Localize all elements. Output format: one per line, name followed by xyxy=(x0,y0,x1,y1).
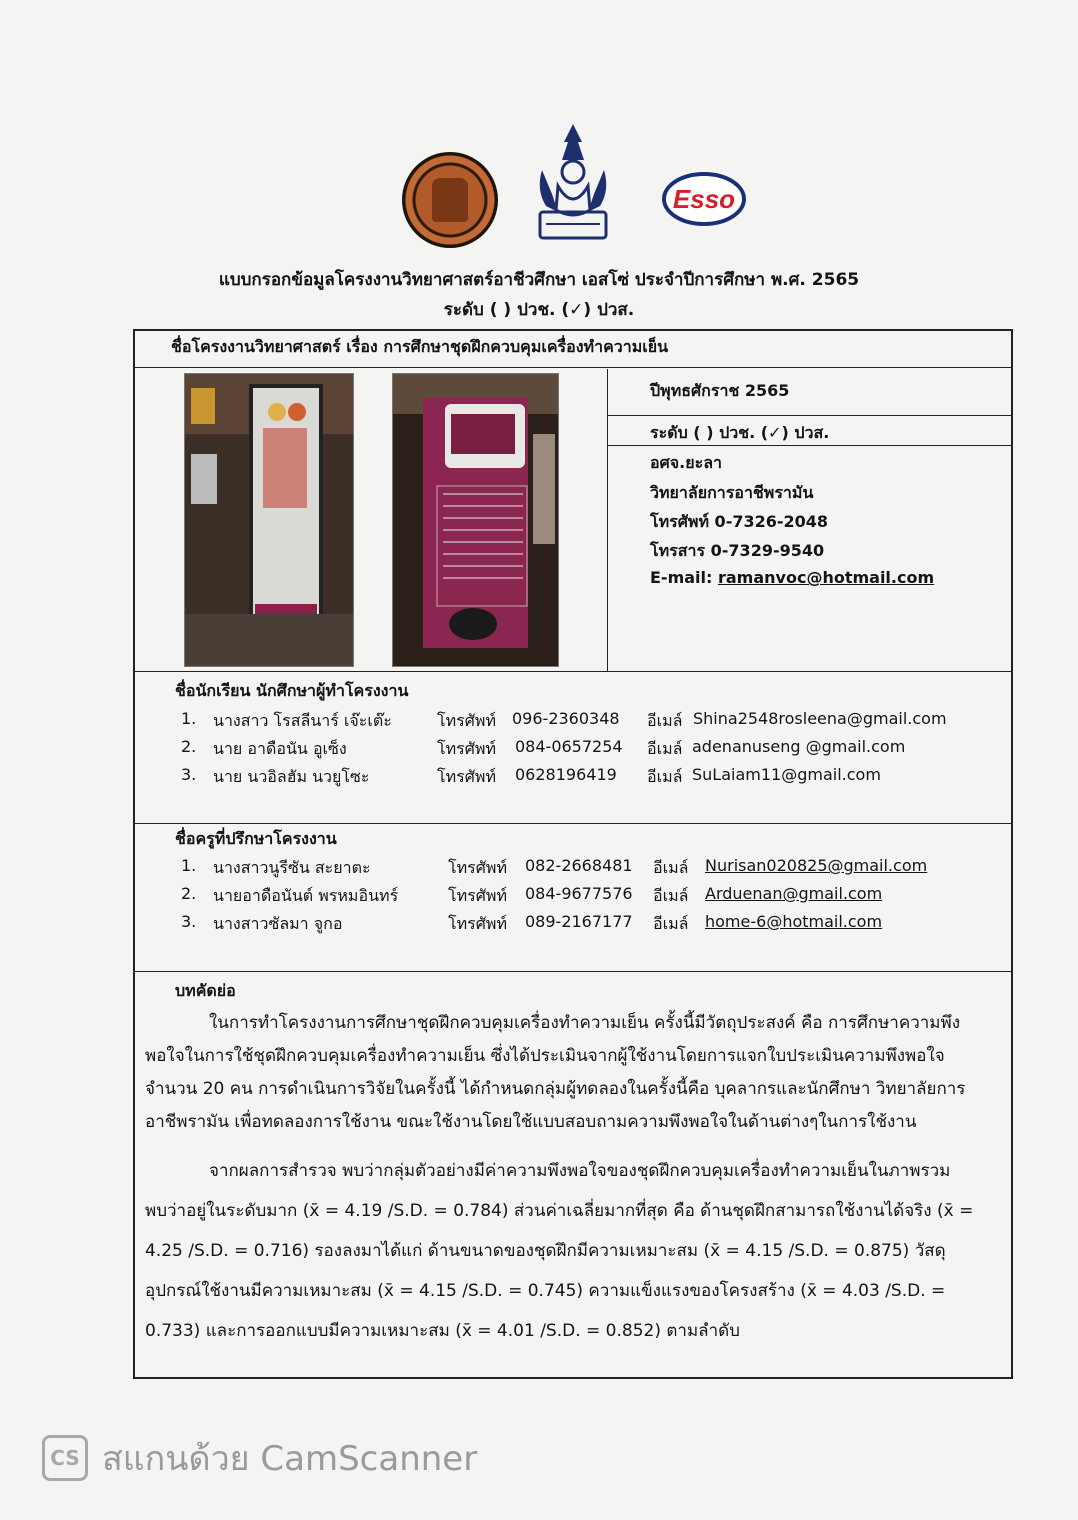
esso-logo-text: Esso xyxy=(672,184,736,214)
document-title: แบบกรอกข้อมูลโครงงานวิทยาศาสตร์อาชีวศึกษา เอสโซ่ ประจำปีการศึกษา พ.ศ. 2565 xyxy=(218,270,860,290)
college-phone: โทรศัพท์ 0-7326-2048 xyxy=(650,512,829,531)
abstract-line: 4.25 /S.D. = 0.716) รองลงมาได้แก่ ด้านขนาดของชุดฝึกมีความเหมาะสม (x̄ = 4.15 /S.D. = 0.875) วัสดุ xyxy=(145,1241,946,1261)
abstract-line: พบว่าอยู่ในระดับมาก (x̄ = 4.19 /S.D. = 0.784) ส่วนค่าเฉลี่ยมากที่สุด คือ ด้านชุดฝึกสามารถใช้งานได้จริง (x̄ = xyxy=(145,1201,974,1221)
student-name: นางสาว โรสลีนาร์ เจ๊ะเต๊ะ xyxy=(213,711,392,730)
royal-crest-logo xyxy=(532,120,614,244)
college-email-link[interactable]: ramanvoc@hotmail.com xyxy=(717,568,935,587)
item-number: 1. xyxy=(181,856,197,875)
abstract-line: จำนวน 20 คน การดำเนินการวิจัยในครั้งนี้ ได้กำหนดกลุ่มผู้ทดลองในครั้งนี้คือ บุคลากรและนักศึกษา วิทยาลัยการ xyxy=(145,1079,966,1099)
advisor-name: นางสาวซัลมา จูกอ xyxy=(213,914,343,933)
student-phone: 0628196419 xyxy=(515,765,617,784)
divider xyxy=(135,823,1011,824)
item-number: 1. xyxy=(181,709,197,728)
abstract-title: บทคัดย่อ xyxy=(175,981,236,1000)
item-number: 3. xyxy=(181,765,197,784)
email-label: อีเมล์ xyxy=(647,739,683,758)
divider xyxy=(135,367,1011,368)
phone-label: โทรศัพท์ xyxy=(437,767,496,786)
email-label: E-mail: xyxy=(650,568,718,587)
abstract-line: จากผลการสำรวจ พบว่ากลุ่มตัวอย่างมีค่าความพึงพอใจของชุดฝึกควบคุมเครื่องทำความเย็นในภาพรวม xyxy=(209,1161,951,1181)
student-email[interactable]: Shina2548rosleena@gmail.com xyxy=(693,709,947,728)
student-phone: 084-0657254 xyxy=(515,737,623,756)
camscanner-watermark xyxy=(42,1432,477,1484)
form-frame xyxy=(133,329,1013,1379)
logo-bar xyxy=(0,120,1078,250)
divider xyxy=(608,415,1012,416)
project-info-column xyxy=(607,369,1012,671)
advisor-email[interactable]: Nurisan020825@gmail.com xyxy=(705,856,928,875)
advisor-phone: 084-9677576 xyxy=(525,884,633,903)
vocational-commission-seal-logo xyxy=(402,152,498,248)
abstract-line: อุปกรณ์ใช้งานมีความเหมาะสม (x̄ = 4.15 /S.D. = 0.745) ความแข็งแรงของโครงสร้าง (x̄ = 4.03 /S.D. = xyxy=(145,1281,946,1301)
email-label: อีเมล์ xyxy=(653,858,689,877)
abstract-paragraph-1 xyxy=(145,1007,1005,1139)
divider xyxy=(608,445,1012,446)
college-email-row xyxy=(650,568,934,587)
project-year: ปีพุทธศักราช 2565 xyxy=(650,381,790,400)
project-name: ชื่อโครงงานวิทยาศาสตร์ เรื่อง การศึกษาชุดฝึกควบคุมเครื่องทำความเย็น xyxy=(171,337,669,356)
student-name: นาย อาดือนัน อูเซ็ง xyxy=(213,739,347,758)
advisor-email[interactable]: Arduenan@gmail.com xyxy=(705,884,883,903)
camscanner-icon: CS xyxy=(42,1435,88,1481)
students-section-title: ชื่อนักเรียน นักศึกษาผู้ทำโครงงาน xyxy=(175,681,409,700)
divider xyxy=(135,671,1011,672)
email-label: อีเมล์ xyxy=(653,914,689,933)
student-email[interactable]: SuLaiam11@gmail.com xyxy=(692,765,881,784)
student-name: นาย นวอิลฮัม นวยูโซะ xyxy=(213,767,370,786)
student-phone: 096-2360348 xyxy=(512,709,620,728)
email-label: อีเมล์ xyxy=(647,711,683,730)
abstract-line: 0.733) และการออกแบบมีความเหมาะสม (x̄ = 4.01 /S.D. = 0.852) ตามลำดับ xyxy=(145,1321,740,1341)
email-label: อีเมล์ xyxy=(653,886,689,905)
advisor-phone: 082-2668481 xyxy=(525,856,633,875)
abstract-line: อาชีพรามัน เพื่อทดลองการใช้งาน ขณะใช้งานโดยใช้แบบสอบถามความพึงพอใจในด้านต่างๆในการใช้งาน xyxy=(145,1112,917,1132)
refrigerator-unit-photo xyxy=(392,373,559,667)
item-number: 2. xyxy=(181,884,197,903)
advisor-email[interactable]: home-6@hotmail.com xyxy=(705,912,883,931)
phone-label: โทรศัพท์ xyxy=(448,858,507,877)
phone-label: โทรศัพท์ xyxy=(448,914,507,933)
advisors-section-title: ชื่อครูที่ปรึกษาโครงงาน xyxy=(175,829,337,848)
phone-label: โทรศัพท์ xyxy=(437,711,496,730)
email-label: อีเมล์ xyxy=(647,767,683,786)
project-agency: อศจ.ยะลา xyxy=(650,453,722,472)
advisor-name: นายอาดือนันต์ พรหมอินทร์ xyxy=(213,886,399,905)
advisor-name: นางสาวนูรีซัน สะยาตะ xyxy=(213,858,371,877)
college-name: วิทยาลัยการอาชีพรามัน xyxy=(650,483,814,502)
college-fax: โทรสาร 0-7329-9540 xyxy=(650,541,825,560)
abstract-line: พอใจในการใช้ชุดฝึกควบคุมเครื่องทำความเย็น ซึ่งได้ประเมินจากผู้ใช้งานโดยการแจกใบประเมินความพึงพอใจ xyxy=(145,1046,945,1066)
training-board-photo xyxy=(184,373,354,667)
student-email[interactable]: adenanuseng @gmail.com xyxy=(692,737,906,756)
project-level: ระดับ ( ) ปวช. (✓) ปวส. xyxy=(650,423,830,442)
abstract-line: ในการทำโครงงานการศึกษาชุดฝึกควบคุมเครื่องทำความเย็น ครั้งนี้มีวัตถุประสงค์ คือ การศึกษาความพึง xyxy=(209,1013,960,1033)
phone-label: โทรศัพท์ xyxy=(448,886,507,905)
watermark-text: สแกนด้วย CamScanner xyxy=(102,1439,478,1479)
document-level: ระดับ ( ) ปวช. (✓) ปวส. xyxy=(443,300,635,320)
item-number: 2. xyxy=(181,737,197,756)
phone-label: โทรศัพท์ xyxy=(437,739,496,758)
item-number: 3. xyxy=(181,912,197,931)
esso-logo xyxy=(662,172,746,226)
abstract-paragraph-2 xyxy=(145,1151,1005,1351)
divider xyxy=(135,971,1011,972)
advisor-phone: 089-2167177 xyxy=(525,912,633,931)
